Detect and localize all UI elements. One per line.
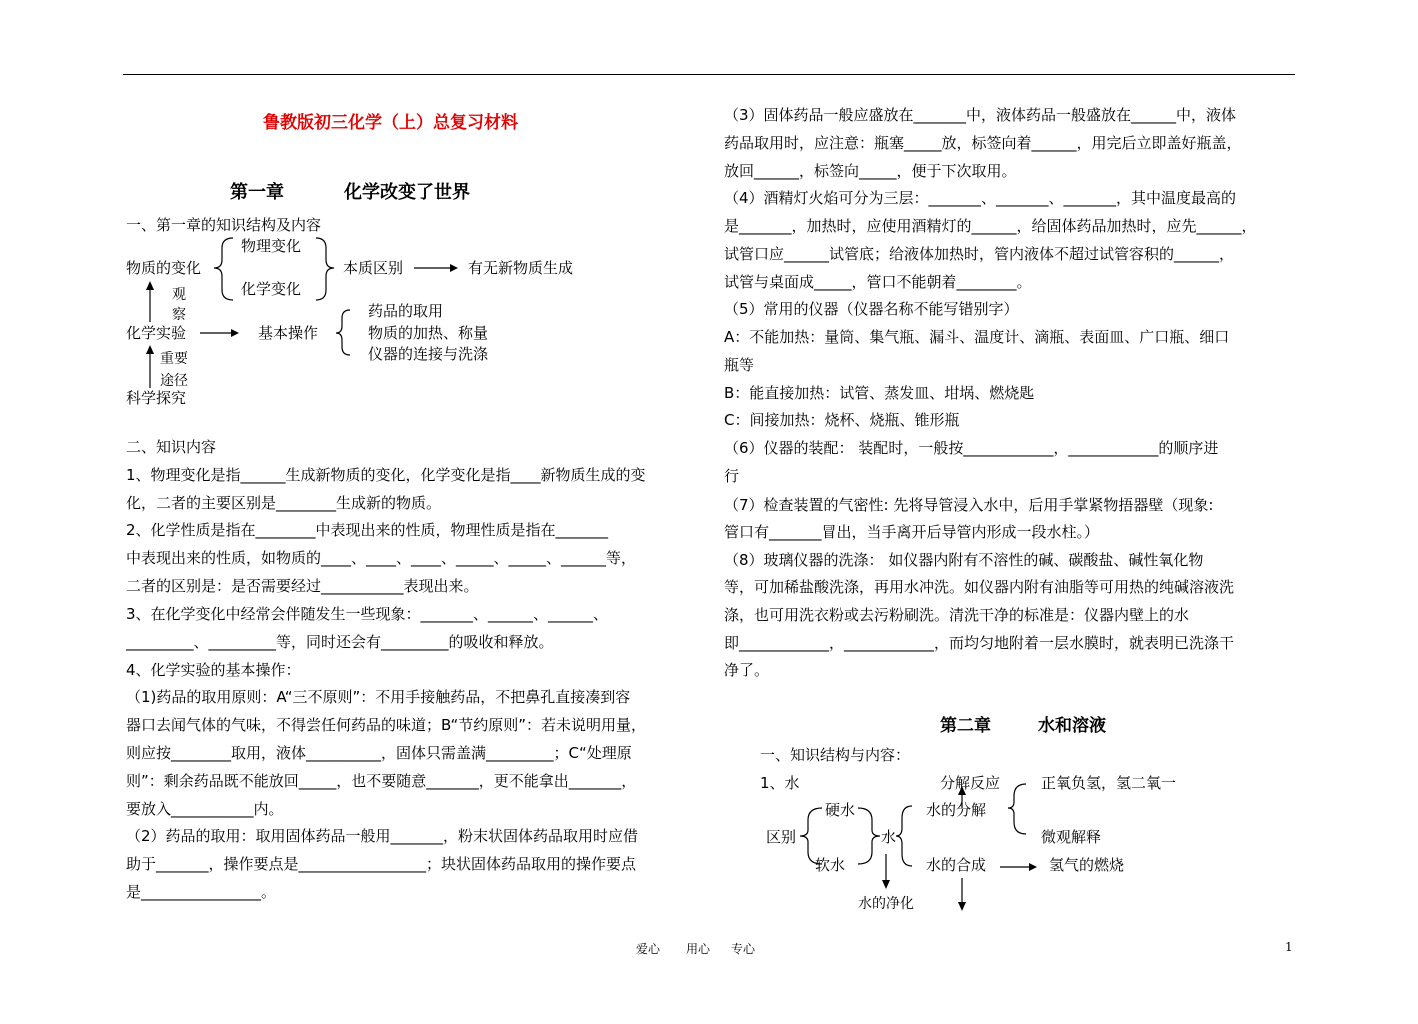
section-heading: 二、知识内容 bbox=[126, 438, 217, 456]
diagram-node-jiben: 基本操作 bbox=[258, 324, 319, 342]
diagram-node-shiyan: 化学实验 bbox=[126, 324, 187, 342]
diagram-label-tujing: 途径 bbox=[160, 373, 188, 389]
diagram-node-shui: 水 bbox=[881, 828, 897, 846]
section-heading: 一、第一章的知识结构及内容 bbox=[126, 216, 322, 234]
right-text-line: C：间接加热：烧杯、烧瓶、锥形瓶 bbox=[724, 411, 960, 429]
footer-text-zhuanxin: 专心 bbox=[731, 942, 756, 956]
right-text-line: A：不能加热：量筒、集气瓶、漏斗、温度计、滴瓶、表面皿、广口瓶、细口 bbox=[724, 328, 1230, 346]
chapter2-number: 第二章 bbox=[940, 716, 991, 736]
left-text-line: 则应按________取用，液体__________，固体只需盖满_________；C“处理原 bbox=[126, 744, 632, 762]
right-text-line: （7）检查装置的气密性: 先将导管浸入水中，后用手掌紧物捂器壁（现象: bbox=[724, 496, 1214, 514]
diagram-label-cha: 察 bbox=[172, 307, 186, 323]
left-text-line: 是________________。 bbox=[126, 883, 277, 901]
right-text-line: 放回______，标签向_____，便于下次取用。 bbox=[724, 162, 1017, 180]
document-title: 鲁教版初三化学（上）总复习材料 bbox=[263, 113, 518, 133]
diagram-node-shuidefenjie: 水的分解 bbox=[926, 801, 987, 819]
diagram-node-benzhi: 本质区别 bbox=[343, 259, 404, 277]
diagram-node-weiguan: 微观解释 bbox=[1041, 828, 1102, 846]
right-text-line: 净了。 bbox=[724, 661, 770, 679]
section-heading: 一、知识结构与内容： bbox=[760, 746, 911, 764]
diagram-node-jinghua: 水的净化 bbox=[858, 896, 914, 912]
left-text-line: （2）药品的取用：取用固体药品一般用_______，粉末状固体药品取用时应借 bbox=[126, 827, 639, 845]
diagram-node-shui1: 1、水 bbox=[760, 774, 800, 792]
diagram-node-zhengyang: 正氧负氢，氢二氧一 bbox=[1041, 774, 1177, 792]
chapter1-number: 第一章 bbox=[230, 182, 284, 203]
left-text-line: 4、化学实验的基本操作： bbox=[126, 661, 301, 679]
diagram-node-tanjiu: 科学探究 bbox=[126, 389, 187, 407]
right-text-line: 行 bbox=[724, 467, 740, 485]
diagram-node-op2: 物质的加热、称量 bbox=[368, 324, 489, 342]
left-text-line: 中表现出来的性质，如物质的____、____、____、_____、_____、______等， bbox=[126, 549, 637, 567]
left-text-line: （1)药品的取用原则：A“三不原则”：不用手接触药品，不把鼻孔直接凑到容 bbox=[126, 688, 631, 706]
right-text-line: 试管与桌面成_____，管口不能朝着________。 bbox=[724, 273, 1032, 291]
left-text-line: 2、化学性质是指在________中表现出来的性质，物理性质是指在_______ bbox=[126, 521, 609, 539]
right-text-line: 涤，也可用洗衣粉或去污粉刷洗。清洗干净的标准是：仪器内壁上的水 bbox=[724, 606, 1190, 624]
diagram-node-yingshui: 硬水 bbox=[825, 801, 856, 819]
diagram-node-huaxue: 化学变化 bbox=[241, 280, 302, 298]
diagram-label-guan: 观 bbox=[172, 287, 186, 303]
left-text-line: 助于_______，操作要点是_________________；块状固体药品取用的操作要点 bbox=[126, 855, 637, 873]
right-text-line: 管口有_______冒出，当手离开后导管内形成一段水柱。） bbox=[724, 523, 1100, 541]
left-text-line: 器口去闻气体的气味，不得尝任何药品的味道；B“节约原则”：若未说明用量， bbox=[126, 716, 647, 734]
right-text-line: 试管口应______试管底；给液体加热时，管内液体不超过试管容积的______， bbox=[724, 245, 1235, 263]
right-text-line: 药品取用时，应注意：瓶塞_____放，标签向着______，用完后立即盖好瓶盖， bbox=[724, 134, 1242, 152]
diagram-node-hecheng: 水的合成 bbox=[926, 856, 987, 874]
diagram-label-zhongyao: 重要 bbox=[160, 351, 188, 367]
right-text-line: （6）仪器的装配： 装配时，一般按____________，____________的顺序进 bbox=[724, 439, 1219, 457]
diagram-node-youwu: 有无新物质生成 bbox=[468, 259, 574, 277]
right-text-line: （8）玻璃仪器的洗涤： 如仪器内附有不溶性的碱、碳酸盐、碱性氧化物 bbox=[724, 551, 1204, 569]
diagram-node-op1: 药品的取用 bbox=[368, 302, 444, 320]
left-text-line: _________、_________等，同时还会有_________的吸收和释放。 bbox=[126, 633, 554, 651]
right-text-line: 瓶等 bbox=[724, 356, 755, 374]
right-text-line: （4）酒精灯火焰可分为三层：_______、_______、_______，其中温度最高的 bbox=[724, 189, 1237, 207]
diagram-node-wuzhi: 物质的变化 bbox=[126, 259, 202, 277]
diagram-node-qubie: 区别 bbox=[766, 828, 797, 846]
diagram-node-wuli: 物理变化 bbox=[241, 237, 302, 255]
right-text-line: 即____________，____________，而均匀地附着一层水膜时，就表明已洗涤干 bbox=[724, 634, 1235, 652]
left-text-line: 1、物理变化是指______生成新物质的变化，化学变化是指____新物质生成的变 bbox=[126, 466, 646, 484]
left-text-line: 则”：剩余药品既不能放回_____，也不要随意_______，更不能拿出_______， bbox=[126, 772, 637, 790]
diagram-node-qingqi: 氢气的燃烧 bbox=[1049, 856, 1125, 874]
page-number: 1 bbox=[1285, 940, 1293, 954]
right-text-line: （5）常用的仪器（仪器名称不能写错别字） bbox=[724, 300, 1019, 318]
right-text-line: 是_______，加热时，应使用酒精灯的______，给固体药品加热时，应先______， bbox=[724, 217, 1257, 235]
left-text-line: 化，二者的主要区别是________生成新的物质。 bbox=[126, 494, 442, 512]
diagram-node-fenjiefanying: 分解反应 bbox=[940, 774, 1001, 792]
left-text-line: 3、在化学变化中经常会伴随发生一些现象：_______、______、______、 bbox=[126, 605, 609, 623]
left-text-line: 要放入___________内。 bbox=[126, 800, 284, 818]
left-text-line: 二者的区别是：是否需要经过___________表现出来。 bbox=[126, 577, 479, 595]
right-text-line: B：能直接加热：试管、蒸发皿、坩埚、燃烧匙 bbox=[724, 384, 1035, 402]
chapter2-title: 水和溶液 bbox=[1038, 716, 1106, 736]
diagram-node-ruanshui: 软水 bbox=[815, 856, 846, 874]
right-text-line: （3）固体药品一般应盛放在_______中，液体药品一般盛放在______中，液体 bbox=[724, 106, 1237, 124]
chapter1-title: 化学改变了世界 bbox=[344, 182, 470, 203]
footer-text-aixin: 爱心 bbox=[636, 942, 661, 956]
footer-text-yongxin: 用心 bbox=[686, 942, 711, 956]
right-text-line: 等，可加稀盐酸洗涤，再用水冲洗。如仪器内附有油脂等可用热的纯碱溶液洗 bbox=[724, 578, 1235, 596]
diagram-node-op3: 仪器的连接与洗涤 bbox=[368, 345, 489, 363]
